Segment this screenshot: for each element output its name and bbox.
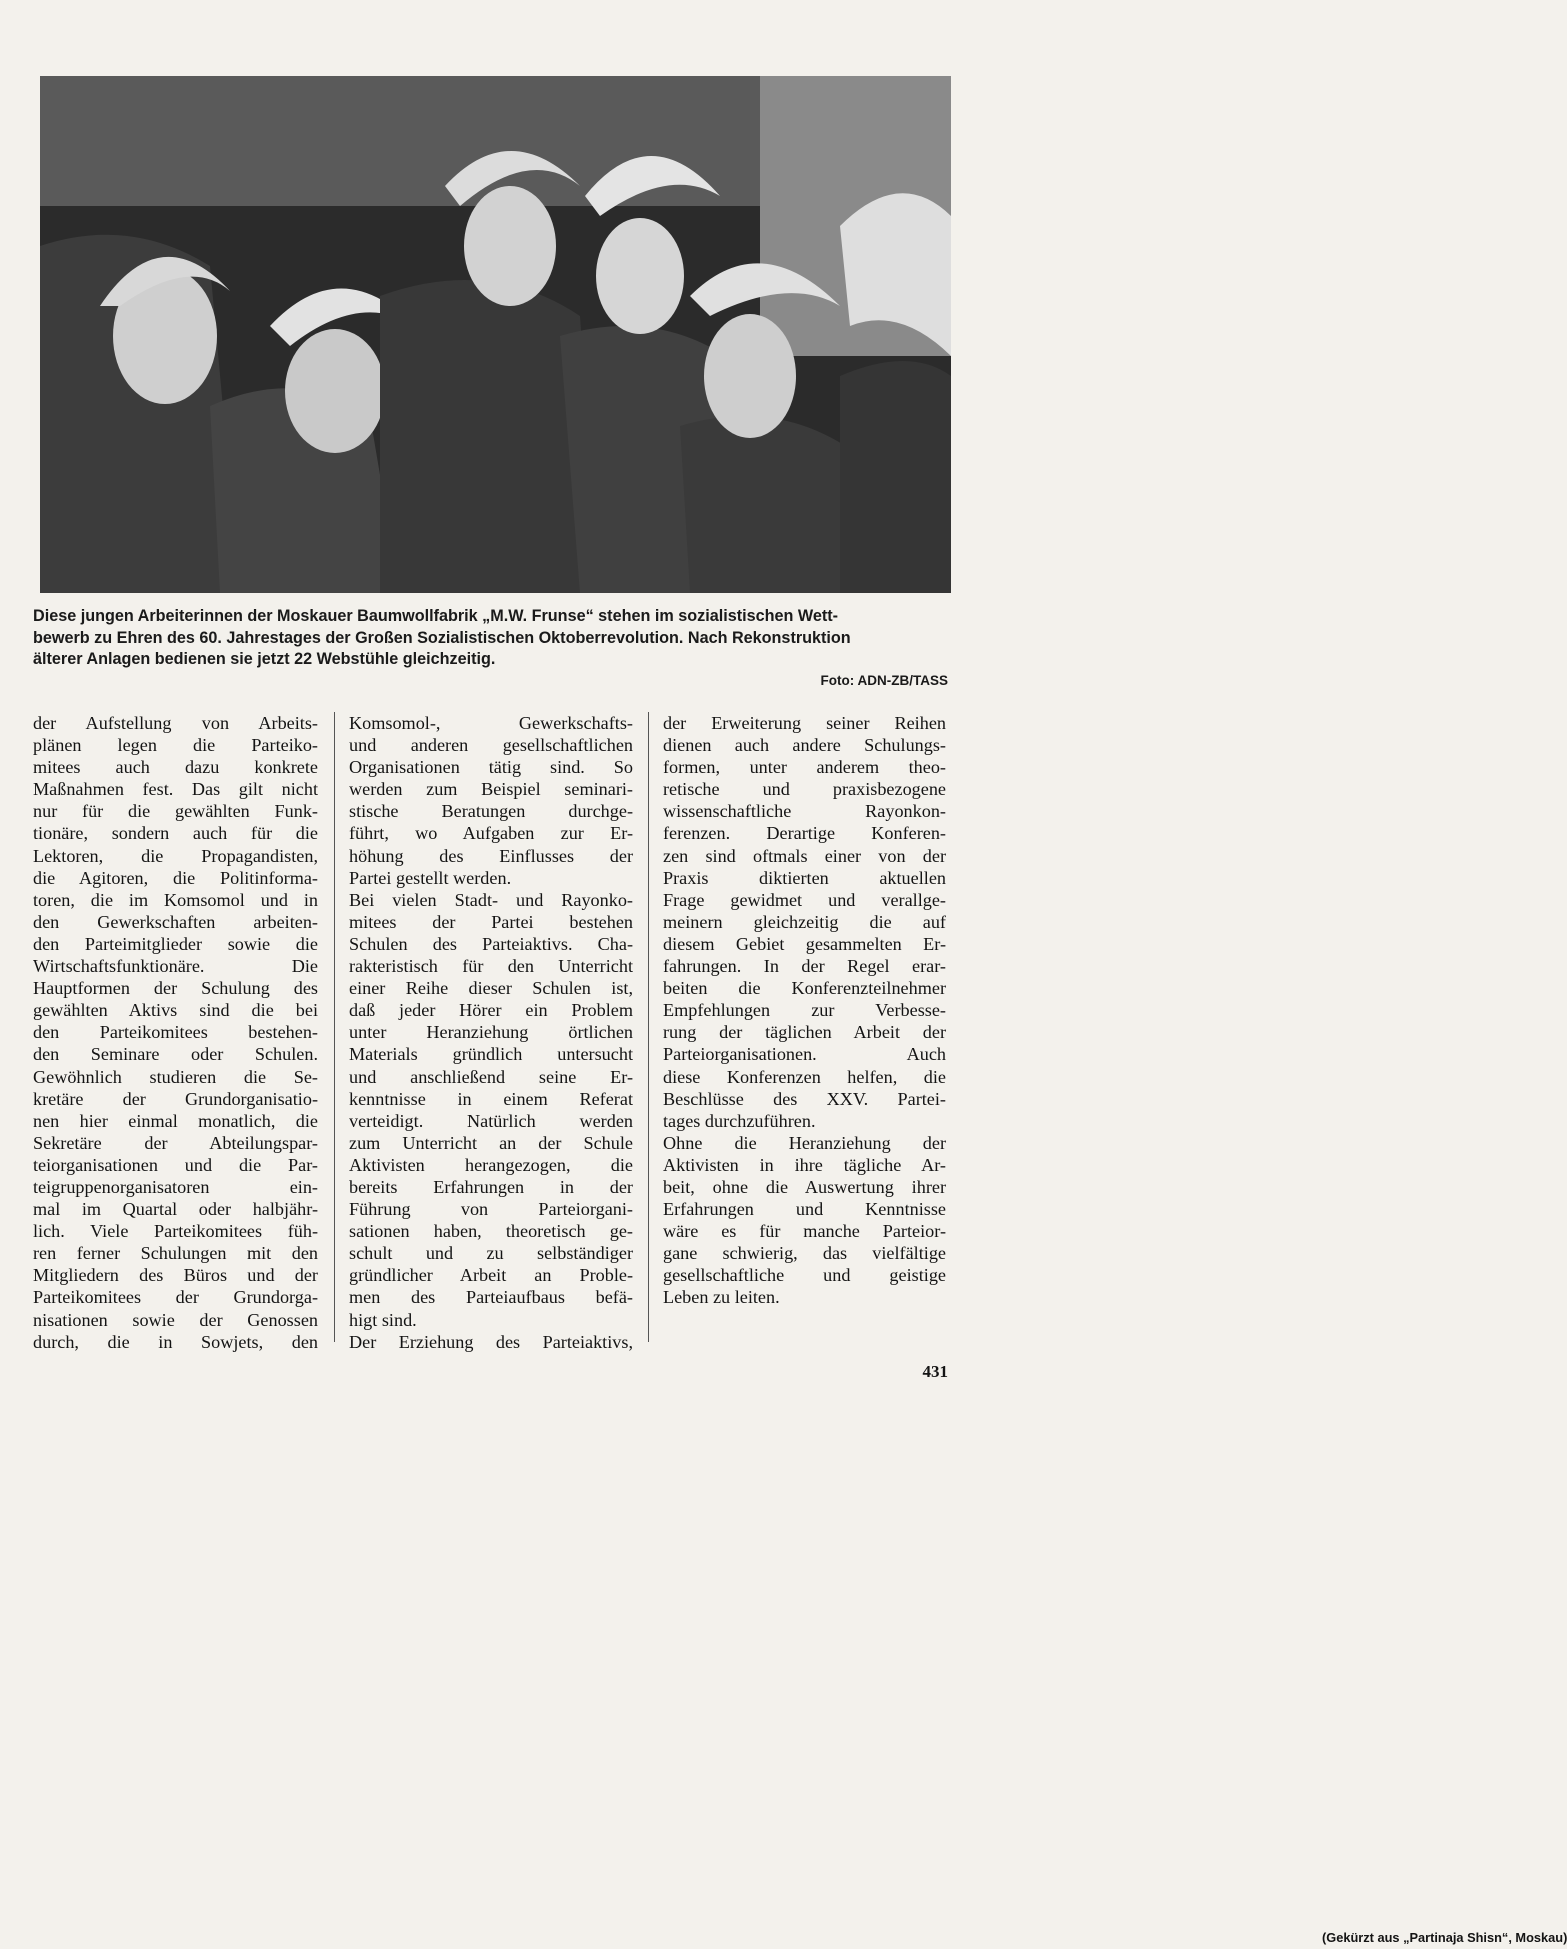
text-line: diesem Gebiet gesammelten Er- — [663, 933, 946, 954]
text-line: Hauptformen der Schulung des — [33, 978, 318, 999]
text-line: und anderen gesellschaftlichen — [349, 735, 633, 756]
text-line: diese Konferenzen helfen, die — [663, 1066, 946, 1087]
text-line: toren, die im Komsomol und in — [33, 889, 318, 910]
text-line: die Agitoren, die Politinforma- — [33, 867, 318, 888]
text-line: verteidigt. Natürlich werden — [349, 1110, 633, 1131]
text-line: Parteiorganisationen. Auch — [663, 1044, 946, 1065]
text-line: tages durchzuführen. — [663, 1110, 816, 1131]
text-line: dienen auch andere Schulungs- — [663, 735, 946, 756]
text-line: den Gewerkschaften arbeiten- — [33, 911, 318, 932]
text-line: meinern gleichzeitig die auf — [663, 911, 946, 932]
text-line: Bei vielen Stadt- und Rayonko- — [349, 889, 633, 910]
text-line: unter Heranziehung örtlichen — [349, 1022, 633, 1043]
text-line: den Parteimitglieder sowie die — [33, 933, 318, 954]
page-number: 431 — [922, 1362, 948, 1381]
text-line: Mitgliedern des Büros und der — [33, 1265, 318, 1286]
text-line: retische und praxisbezogene — [663, 779, 946, 800]
text-line: Leben zu leiten. — [663, 1287, 780, 1308]
text-column-1 — [33, 712, 318, 1353]
text-line: Materials gründlich untersucht — [349, 1044, 633, 1065]
text-line: Führung von Parteiorgani- — [349, 1199, 633, 1220]
text-line: nen hier einmal monatlich, die — [33, 1110, 318, 1131]
text-line: den Parteikomitees bestehen- — [33, 1022, 318, 1043]
photo-illustration — [40, 76, 951, 593]
source-note: (Gekürzt aus „Partinaja Shisn“, Moskau) — [1322, 1929, 1567, 1945]
text-line: fahrungen. In der Regel erar- — [663, 956, 946, 977]
text-line: mitees auch dazu konkrete — [33, 757, 318, 778]
caption-line: älterer Anlagen bedienen sie jetzt 22 Webstühle gleichzeitig. — [33, 650, 496, 668]
text-line: Aktivisten in ihre tägliche Ar- — [663, 1154, 946, 1175]
text-line: wäre es für manche Parteior- — [663, 1221, 946, 1242]
text-line: ferenzen. Derartige Konferen- — [663, 823, 946, 844]
text-line: daß jeder Hörer ein Problem — [349, 1000, 633, 1021]
text-line: Komsomol-, Gewerkschafts- — [349, 713, 633, 733]
text-line: Der Erziehung des Parteiaktivs, — [349, 1331, 633, 1352]
text-line: Organisationen tätig sind. So — [349, 757, 633, 778]
text-line: Parteikomitees der Grundorga- — [33, 1287, 318, 1308]
text-line: lich. Viele Parteikomitees füh- — [33, 1221, 318, 1242]
text-line: werden zum Beispiel seminari- — [349, 779, 633, 800]
text-line: mitees der Partei bestehen — [349, 911, 633, 932]
text-line: den Seminare oder Schulen. — [33, 1044, 318, 1065]
photo-caption — [33, 606, 951, 671]
text-line: teigruppenorganisatoren ein- — [33, 1176, 318, 1197]
text-line: gewählten Aktivs sind die bei — [33, 1000, 318, 1021]
text-line: Beschlüsse des XXV. Partei- — [663, 1088, 946, 1109]
text-line: Wirtschaftsfunktionäre. Die — [33, 956, 318, 977]
text-line: Frage gewidmet und verallge- — [663, 889, 946, 910]
text-line: gane schwierig, das vielfältige — [663, 1243, 946, 1264]
caption-line: Diese jungen Arbeiterinnen der Moskauer Baumwollfabrik „M.W. Frunse“ stehen im sozialistischen Wett- — [33, 607, 839, 625]
column-divider — [648, 712, 649, 1342]
text-line: formen, unter anderem theo- — [663, 757, 946, 778]
text-line: und anschließend seine Er- — [349, 1066, 633, 1087]
text-line: ren ferner Schulungen mit den — [33, 1243, 318, 1264]
text-line: rung der täglichen Arbeit der — [663, 1022, 946, 1043]
text-column-2 — [349, 712, 633, 1353]
text-line: higt sind. — [349, 1309, 417, 1330]
text-line: sationen haben, theoretisch ge- — [349, 1221, 633, 1242]
text-line: nur für die gewählten Funk- — [33, 801, 318, 822]
text-line: mal im Quartal oder halbjähr- — [33, 1199, 318, 1220]
text-line: Gewöhnlich studieren die Se- — [33, 1066, 318, 1087]
text-line: durch, die in Sowjets, den — [33, 1331, 318, 1352]
text-line: bereits Erfahrungen in der — [349, 1176, 633, 1197]
text-line: wissenschaftliche Rayonkon- — [663, 801, 946, 822]
text-line: Lektoren, die Propagandisten, — [33, 845, 318, 866]
column-divider — [334, 712, 335, 1342]
text-line: beiten die Konferenzteilnehmer — [663, 978, 946, 999]
article-photo — [40, 76, 951, 593]
text-line: zum Unterricht an der Schule — [349, 1132, 633, 1153]
text-line: men des Parteiaufbaus befä- — [349, 1287, 633, 1308]
text-line: führt, wo Aufgaben zur Er- — [349, 823, 633, 844]
text-line: Praxis diktierten aktuellen — [663, 867, 946, 888]
text-line: schult und zu selbständiger — [349, 1243, 633, 1264]
text-line: nisationen sowie der Genossen — [33, 1309, 318, 1330]
photo-credit: Foto: ADN-ZB/TASS — [820, 673, 948, 688]
text-line: zen sind oftmals einer von der — [663, 845, 946, 866]
caption-line: bewerb zu Ehren des 60. Jahrestages der Großen Sozialistischen Oktoberrevolution. Nach Rekonstruktion — [33, 628, 851, 647]
text-line: der Erweiterung seiner Reihen — [663, 713, 946, 733]
text-line: plänen legen die Parteiko- — [33, 735, 318, 756]
text-line: Partei gestellt werden. — [349, 867, 512, 888]
text-line: Schulen des Parteiaktivs. Cha- — [349, 933, 633, 954]
text-line: rakteristisch für den Unterricht — [349, 956, 633, 977]
text-line: Empfehlungen zur Verbesse- — [663, 1000, 946, 1021]
text-line: Ohne die Heranziehung der — [663, 1132, 946, 1153]
text-line: der Aufstellung von Arbeits- — [33, 713, 318, 733]
text-line: Aktivisten herangezogen, die — [349, 1154, 633, 1175]
text-line: stische Beratungen durchge- — [349, 801, 633, 822]
text-line: Maßnahmen fest. Das gilt nicht — [33, 779, 318, 800]
text-line: teiorganisationen und die Par- — [33, 1154, 318, 1175]
text-line: beit, ohne die Auswertung ihrer — [663, 1176, 946, 1197]
text-line: Erfahrungen und Kenntnisse — [663, 1199, 946, 1220]
text-line: kretäre der Grundorganisatio- — [33, 1088, 318, 1109]
text-line: gesellschaftliche und geistige — [663, 1265, 946, 1286]
text-line: höhung des Einflusses der — [349, 845, 633, 866]
text-line: gründlicher Arbeit an Proble- — [349, 1265, 633, 1286]
text-line: Sekretäre der Abteilungspar- — [33, 1132, 318, 1153]
text-line: tionäre, sondern auch für die — [33, 823, 318, 844]
text-line: einer Reihe dieser Schulen ist, — [349, 978, 633, 999]
text-line: kenntnisse in einem Referat — [349, 1088, 633, 1109]
